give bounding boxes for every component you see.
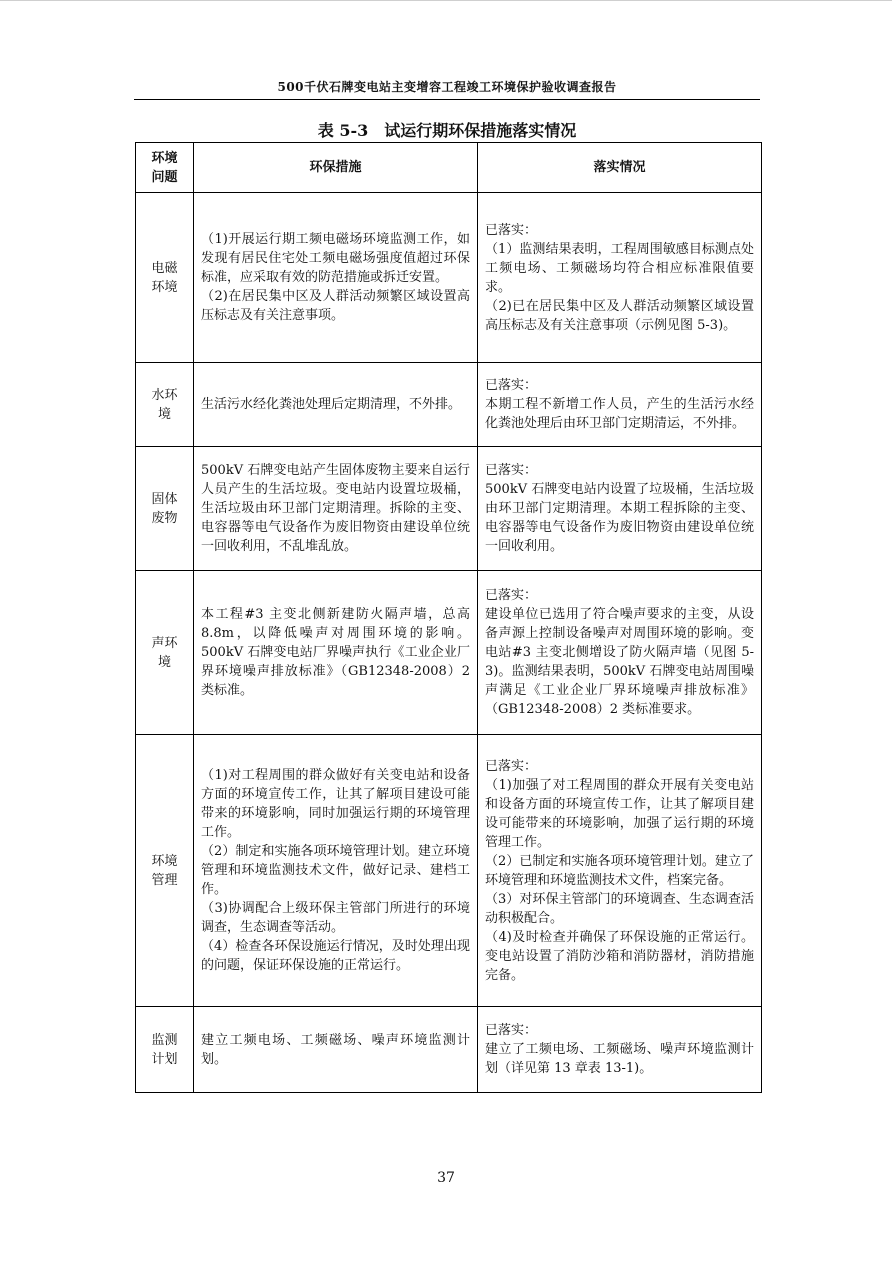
measure-item: （2）制定和实施各项环境管理计划。建立环境管理和环境监测技术文件，做好记录、建档工作。 xyxy=(201,844,470,897)
header-rule xyxy=(134,99,760,100)
row-status xyxy=(478,193,762,363)
table-header-row xyxy=(136,143,762,193)
page-top-edge xyxy=(0,0,892,1)
measure-item: （1)对工程周围的群众做好有关变电站和设备方面的环境宣传工作，让其了解项目建设可能带来的环境影响，同时加强运行期的环境管理工作。 xyxy=(201,768,470,840)
table-row xyxy=(136,447,762,571)
measure-item: 本工程#3 主变北侧新建防火隔声墙，总高 8.8m，以降低噪声对周围环境的影响。500kV 石牌变电站厂界噪声执行《工业企业厂界环境噪声排放标准》（GB12348-2008）2 类标准。 xyxy=(201,607,470,698)
table-row xyxy=(136,1007,762,1093)
status-item: 已落实： xyxy=(485,588,538,603)
column-header-measures: 环保措施 xyxy=(194,143,478,193)
row-category-label: 监测 计划 xyxy=(151,1032,178,1067)
measure-item: 500kV 石牌变电站产生固体废物主要来自运行人员产生的生活垃圾。变电站内设置垃圾桶，生活垃圾由环卫部门定期清理。拆除的主变、电容器等电气设备作为废旧物资由建设单位统一回收利用，不乱堆乱放。 xyxy=(201,463,470,554)
measure-item: （2)在居民集中区及人群活动频繁区域设置高压标志及有关注意事项。 xyxy=(201,289,470,323)
row-status xyxy=(478,571,762,735)
row-measures xyxy=(194,571,478,735)
row-status xyxy=(478,447,762,571)
status-item: 建立了工频电场、工频磁场、噪声环境监测计划（详见第 13 章表 13-1)。 xyxy=(485,1042,754,1076)
status-item: 已落实： xyxy=(485,1023,538,1038)
running-header: 500千伏石牌变电站主变增容工程竣工环境保护验收调查报告 xyxy=(277,80,617,94)
status-item: 已落实： xyxy=(485,463,538,478)
status-item: （1）监测结果表明，工程周围敏感目标测点处工频电场、工频磁场均符合相应标准限值要求。 xyxy=(485,241,754,295)
column-header-issue xyxy=(136,143,194,193)
status-item: （4)及时检查并确保了环保设施的正常运行。变电站设置了消防沙箱和消防器材，消防措施完备。 xyxy=(485,929,754,983)
row-category xyxy=(136,571,194,735)
status-item: （1)加强了对工程周围的群众开展有关变电站和设备方面的环境宣传工作，让其了解项目建设可能带来的环境影响，加强了运行期的环境管理工作。 xyxy=(485,777,754,850)
row-category xyxy=(136,193,194,363)
measure-item: 建立工频电场、工频磁场、噪声环境监测计划。 xyxy=(201,1032,470,1067)
status-item: （2)已在居民集中区及人群活动频繁区域设置高压标志及有关注意事项（示例见图 5-3)。 xyxy=(485,298,754,333)
row-category-label: 电磁 环境 xyxy=(151,260,178,295)
row-measures xyxy=(194,193,478,363)
table-row xyxy=(136,193,762,363)
row-category xyxy=(136,363,194,447)
row-measures xyxy=(194,1007,478,1093)
row-status xyxy=(478,1007,762,1093)
table-row xyxy=(136,735,762,1007)
row-category xyxy=(136,447,194,571)
status-item: 500kV 石牌变电站内设置了垃圾桶，生活垃圾由环卫部门定期清理。本期工程拆除的主变、电容器等电气设备作为废旧物资由建设单位统一回收利用。 xyxy=(485,482,754,554)
status-item: （3）对环保主管部门的环境调查、生态调查活动积极配合。 xyxy=(485,891,754,926)
status-item: 建设单位已选用了符合噪声要求的主变，从设备声源上控制设备噪声对周围环境的影响。变电站#3 主变北侧增设了防火隔声墙（见图 5-3)。监测结果表明，500kV 石牌变电站周围噪声满足《工业企业厂界环境噪声排放标准》（GB12348-2008）2 类标准要求。 xyxy=(485,607,754,717)
table-row xyxy=(136,571,762,735)
page-number: 37 xyxy=(437,1170,455,1186)
column-header-issue-line: 环境 问题 xyxy=(151,150,178,185)
row-category-label: 水环 境 xyxy=(151,387,178,422)
row-category xyxy=(136,1007,194,1093)
measure-item: （3)协调配合上级环保主管部门所进行的环境调查，生态调查等活动。 xyxy=(201,901,470,935)
table-row xyxy=(136,363,762,447)
row-measures xyxy=(194,447,478,571)
row-status xyxy=(478,363,762,447)
measure-item: 生活污水经化粪池处理后定期清理，不外排。 xyxy=(201,397,462,412)
column-header-status: 落实情况 xyxy=(478,143,762,193)
row-category-label: 环境 管理 xyxy=(151,853,178,888)
status-item: 本期工程不新增工作人员，产生的生活污水经化粪池处理后由环卫部门定期清运，不外排。 xyxy=(485,397,754,431)
status-item: 已落实： xyxy=(485,222,538,238)
measures-table xyxy=(135,142,762,1093)
row-category xyxy=(136,735,194,1007)
measure-item: （4）检查各环保设施运行情况，及时处理出现的问题，保证环保设施的正常运行。 xyxy=(201,939,470,973)
status-item: 已落实： xyxy=(485,378,538,393)
status-item: （2）已制定和实施各项环境管理计划。建立了环境管理和环境监测技术文件，档案完备。 xyxy=(485,853,754,888)
measure-item: （1)开展运行期工频电磁场环境监测工作，如发现有居民住宅处工频电磁场强度值超过环保标准，应采取有效的防范措施或拆迁安置。 xyxy=(201,232,470,285)
status-item: 已落实： xyxy=(485,758,538,774)
row-category-label: 固体 废物 xyxy=(151,491,178,526)
row-measures xyxy=(194,363,478,447)
row-status xyxy=(478,735,762,1007)
table-title: 表 5-3 试运行期环保措施落实情况 xyxy=(317,121,577,140)
row-measures xyxy=(194,735,478,1007)
row-category-label: 声环 境 xyxy=(151,635,178,670)
